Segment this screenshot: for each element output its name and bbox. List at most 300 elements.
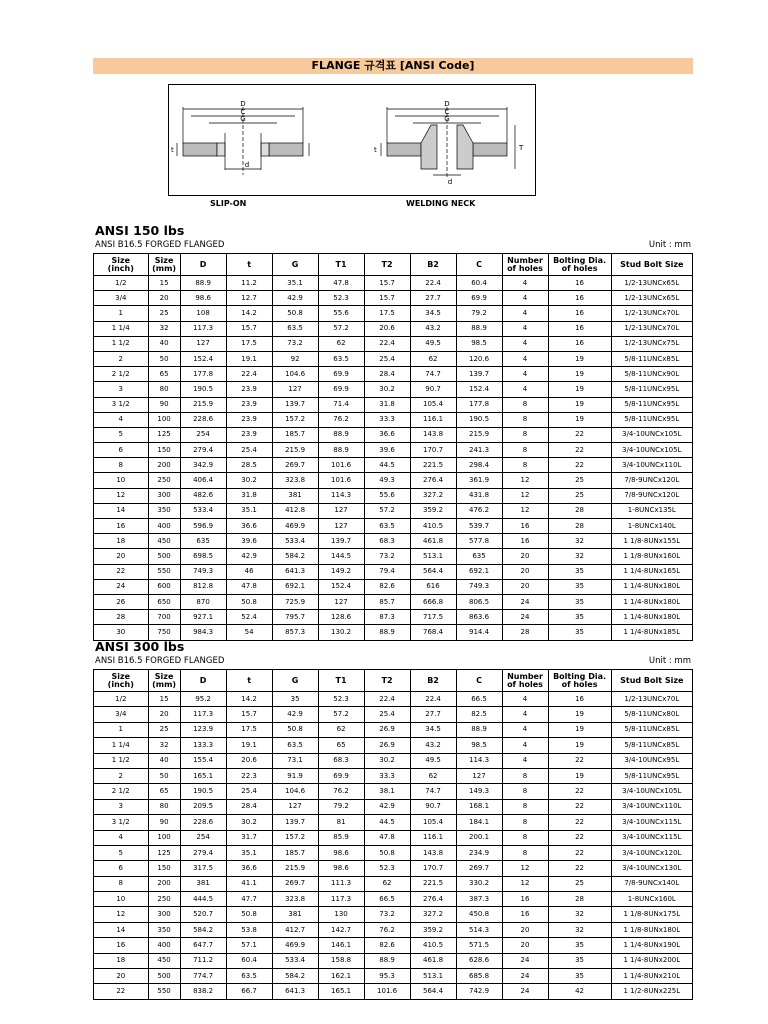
table-cell: 500 (148, 969, 180, 984)
table-cell: 65 (318, 738, 364, 753)
table-cell: 50 (148, 351, 180, 366)
table-cell: 22 (548, 799, 611, 814)
table-cell: 12.7 (226, 291, 272, 306)
table-cell: 24 (502, 610, 548, 625)
table-cell: 12 (502, 503, 548, 518)
table-cell: 139.7 (272, 815, 318, 830)
table-cell: 400 (148, 519, 180, 534)
table-cell: 150 (148, 443, 180, 458)
column-header: Stud Bolt Size (611, 254, 692, 276)
table-cell: 42.9 (272, 291, 318, 306)
table-cell: 1 1/8-8UNx160L (611, 549, 692, 564)
table-cell: 276.4 (410, 473, 456, 488)
table-cell: 4 (502, 306, 548, 321)
table-cell: 381 (272, 907, 318, 922)
slip-on-dim-bore: d (244, 161, 250, 169)
table-cell: 19 (548, 768, 611, 783)
table-cell: 28 (548, 519, 611, 534)
table-cell: 74.7 (410, 367, 456, 382)
table-cell: 200.1 (456, 830, 502, 845)
column-header: G (272, 254, 318, 276)
table-cell: 8 (502, 397, 548, 412)
table-cell: 101.6 (318, 458, 364, 473)
table-cell: 927.1 (180, 610, 226, 625)
table-cell: 2 1/2 (94, 367, 149, 382)
table-cell: 73.1 (272, 753, 318, 768)
table-cell: 32 (548, 922, 611, 937)
table-cell: 254 (180, 427, 226, 442)
table-cell: 12 (502, 876, 548, 891)
table-cell: 133.3 (180, 738, 226, 753)
table-cell: 18 (94, 534, 149, 549)
table-cell: 40 (148, 336, 180, 351)
table-cell: 16 (502, 534, 548, 549)
table-cell: 25 (548, 876, 611, 891)
table-cell: 16 (94, 519, 149, 534)
table-cell: 157.2 (272, 412, 318, 427)
table-cell: 36.6 (364, 427, 410, 442)
table-cell: 482.6 (180, 488, 226, 503)
table-cell: 162.1 (318, 969, 364, 984)
table-cell: 1 1/2-8UNx225L (611, 984, 692, 999)
table-cell: 123.9 (180, 722, 226, 737)
table-row (94, 549, 693, 564)
table-row (94, 443, 693, 458)
table-cell: 1 1/8-8UNx180L (611, 922, 692, 937)
table-cell: 98.6 (180, 291, 226, 306)
table-cell: 185.7 (272, 845, 318, 860)
table-cell: 54 (226, 625, 272, 640)
table-cell: 60.4 (226, 953, 272, 968)
table-row (94, 306, 693, 321)
table-cell: 33.3 (364, 412, 410, 427)
table-cell: 90.7 (410, 382, 456, 397)
slip-on-dim-t: t (171, 146, 174, 154)
table-cell: 100 (148, 412, 180, 427)
table-cell: 577.8 (456, 534, 502, 549)
table-cell: 3/4 (94, 291, 149, 306)
table-cell: 584.2 (272, 969, 318, 984)
table-cell: 152.4 (180, 351, 226, 366)
table-cell: 717.5 (410, 610, 456, 625)
table-cell: 8 (502, 412, 548, 427)
table-cell: 3 1/2 (94, 397, 149, 412)
table-cell: 33.3 (364, 768, 410, 783)
table-cell: 35 (548, 579, 611, 594)
table-cell: 47.8 (364, 830, 410, 845)
table-cell: 1 (94, 722, 149, 737)
table-cell: 55.6 (364, 488, 410, 503)
table-cell: 104.6 (272, 784, 318, 799)
table-cell: 24 (502, 594, 548, 609)
table-cell: 20 (502, 922, 548, 937)
table-cell: 279.4 (180, 443, 226, 458)
table-row (94, 534, 693, 549)
table-cell: 19.1 (226, 351, 272, 366)
table-cell: 4 (502, 707, 548, 722)
column-header: B2 (410, 254, 456, 276)
table-cell: 342.9 (180, 458, 226, 473)
column-header: G (272, 670, 318, 692)
table-cell: 35.1 (226, 845, 272, 860)
table-cell: 596.9 (180, 519, 226, 534)
table-cell: 628.6 (456, 953, 502, 968)
table-cell: 80 (148, 799, 180, 814)
table-cell: 8 (94, 458, 149, 473)
table-cell: 635 (456, 549, 502, 564)
table-cell: 88.9 (318, 443, 364, 458)
table-cell: 1 1/4-8UNx180L (611, 579, 692, 594)
table-cell: 774.7 (180, 969, 226, 984)
table-cell: 4 (502, 722, 548, 737)
table-cell: 35 (548, 953, 611, 968)
table-cell: 863.6 (456, 610, 502, 625)
table-cell: 3/4-10UNCx105L (611, 427, 692, 442)
table-cell: 98.6 (318, 861, 364, 876)
table-cell: 857.3 (272, 625, 318, 640)
table-cell: 533.4 (272, 953, 318, 968)
table-cell: 168.1 (456, 799, 502, 814)
table-cell: 5/8-11UNCx85L (611, 738, 692, 753)
column-header: Size (inch) (94, 670, 149, 692)
table-cell: 8 (94, 876, 149, 891)
table-cell: 4 (502, 276, 548, 291)
table-cell: 1 1/4-8UNx200L (611, 953, 692, 968)
table-row (94, 351, 693, 366)
table-cell: 65 (148, 367, 180, 382)
table-cell: 700 (148, 610, 180, 625)
table-cell: 12 (502, 473, 548, 488)
table-cell: 12 (94, 907, 149, 922)
table-cell: 749.3 (456, 579, 502, 594)
table-cell: 49.5 (410, 336, 456, 351)
table-cell: 250 (148, 892, 180, 907)
table-cell: 184.1 (456, 815, 502, 830)
table-cell: 57.2 (364, 503, 410, 518)
table-cell: 35 (548, 625, 611, 640)
table-cell: 62 (410, 351, 456, 366)
table-cell: 3/4-10UNCx105L (611, 443, 692, 458)
table-cell: 461.8 (410, 534, 456, 549)
table-cell: 80 (148, 382, 180, 397)
table-row (94, 830, 693, 845)
table-cell: 359.2 (410, 922, 456, 937)
table-cell: 870 (180, 594, 226, 609)
table-cell: 209.5 (180, 799, 226, 814)
table-cell: 12 (502, 488, 548, 503)
table-cell: 5 (94, 845, 149, 860)
table-cell: 127 (180, 336, 226, 351)
table-cell: 327.2 (410, 907, 456, 922)
table-cell: 143.8 (410, 845, 456, 860)
table-cell: 52.4 (226, 610, 272, 625)
table-cell: 46 (226, 564, 272, 579)
table-cell: 82.5 (456, 707, 502, 722)
table-row (94, 953, 693, 968)
column-header: Size (inch) (94, 254, 149, 276)
table-cell: 90 (148, 397, 180, 412)
table-row (94, 892, 693, 907)
table-cell: 2 (94, 768, 149, 783)
table-cell: 20 (94, 969, 149, 984)
table-cell: 406.4 (180, 473, 226, 488)
table-cell: 14 (94, 503, 149, 518)
table-cell: 19 (548, 707, 611, 722)
ansi150-unit: Unit : mm (648, 240, 691, 250)
table-cell: 68.3 (318, 753, 364, 768)
table-cell: 444.5 (180, 892, 226, 907)
table-cell: 17.5 (226, 336, 272, 351)
table-cell: 22 (548, 443, 611, 458)
ansi150-body (94, 276, 693, 641)
table-cell: 5/8-11UNCx85L (611, 351, 692, 366)
table-cell: 185.7 (272, 427, 318, 442)
table-cell: 19 (548, 382, 611, 397)
table-cell: 228.6 (180, 815, 226, 830)
table-cell: 150 (148, 861, 180, 876)
table-cell: 513.1 (410, 969, 456, 984)
table-row (94, 692, 693, 707)
table-cell: 149.3 (456, 784, 502, 799)
table-cell: 25 (148, 306, 180, 321)
table-cell: 177.8 (456, 397, 502, 412)
table-cell: 15.7 (364, 291, 410, 306)
table-cell: 698.5 (180, 549, 226, 564)
table-row (94, 984, 693, 999)
table-cell: 30 (94, 625, 149, 640)
table-cell: 39.6 (364, 443, 410, 458)
ansi300-body (94, 692, 693, 1000)
table-cell: 461.8 (410, 953, 456, 968)
table-cell: 34.5 (410, 722, 456, 737)
table-cell: 330.2 (456, 876, 502, 891)
table-cell: 158.8 (318, 953, 364, 968)
table-cell: 155.4 (180, 753, 226, 768)
table-cell: 221.5 (410, 876, 456, 891)
table-cell: 66.5 (364, 892, 410, 907)
table-cell: 16 (502, 892, 548, 907)
table-row (94, 876, 693, 891)
ansi300-unit: Unit : mm (648, 656, 691, 666)
table-cell: 1/2-13UNCx75L (611, 336, 692, 351)
table-cell: 130 (318, 907, 364, 922)
table-cell: 32 (548, 534, 611, 549)
table-cell: 3/4-10UNCx110L (611, 799, 692, 814)
table-cell: 10 (94, 892, 149, 907)
table-cell: 42.9 (364, 799, 410, 814)
table-cell: 127 (456, 768, 502, 783)
table-cell: 11.2 (226, 276, 272, 291)
table-row (94, 594, 693, 609)
ansi150-header-row (94, 254, 693, 276)
table-cell: 327.2 (410, 488, 456, 503)
table-cell: 19 (548, 351, 611, 366)
table-cell: 725.9 (272, 594, 318, 609)
table-cell: 23.9 (226, 397, 272, 412)
table-cell: 8 (502, 427, 548, 442)
table-cell: 69.9 (456, 291, 502, 306)
table-cell: 564.4 (410, 564, 456, 579)
table-cell: 22 (548, 845, 611, 860)
ansi300-header-row (94, 670, 693, 692)
table-cell: 8 (502, 768, 548, 783)
table-cell: 22.4 (226, 367, 272, 382)
table-cell: 1/2-13UNCx65L (611, 276, 692, 291)
table-cell: 88.9 (456, 722, 502, 737)
table-cell: 20 (502, 579, 548, 594)
table-cell: 22 (548, 815, 611, 830)
slip-on-dim-g: G (240, 115, 246, 123)
table-cell: 3 1/2 (94, 815, 149, 830)
table-cell: 600 (148, 579, 180, 594)
table-row (94, 564, 693, 579)
slip-on-dim-d-outer: D (240, 100, 246, 108)
table-cell: 26.9 (364, 738, 410, 753)
table-cell: 125 (148, 427, 180, 442)
table-cell: 400 (148, 938, 180, 953)
table-cell: 44.5 (364, 815, 410, 830)
table-cell: 125 (148, 845, 180, 860)
table-cell: 76.2 (364, 922, 410, 937)
table-cell: 25 (548, 473, 611, 488)
table-cell: 104.6 (272, 367, 318, 382)
table-cell: 43.2 (410, 321, 456, 336)
table-cell: 28 (502, 625, 548, 640)
table-cell: 50.8 (272, 306, 318, 321)
table-cell: 269.7 (456, 861, 502, 876)
table-cell: 584.2 (272, 549, 318, 564)
table-cell: 85.7 (364, 594, 410, 609)
table-cell: 28 (548, 503, 611, 518)
table-cell: 533.4 (272, 534, 318, 549)
table-cell: 19 (548, 397, 611, 412)
column-header: Bolting Dia. of holes (548, 254, 611, 276)
table-cell: 1 1/4-8UNx210L (611, 969, 692, 984)
table-cell: 57.1 (226, 938, 272, 953)
table-cell: 127 (318, 519, 364, 534)
table-cell: 2 1/2 (94, 784, 149, 799)
table-cell: 87.3 (364, 610, 410, 625)
table-cell: 28 (94, 610, 149, 625)
table-row (94, 815, 693, 830)
table-cell: 500 (148, 549, 180, 564)
table-cell: 584.2 (180, 922, 226, 937)
table-cell: 50 (148, 768, 180, 783)
table-cell: 616 (410, 579, 456, 594)
column-header: Size (mm) (148, 670, 180, 692)
table-row (94, 784, 693, 799)
table-cell: 85.9 (318, 830, 364, 845)
table-row (94, 291, 693, 306)
table-cell: 450 (148, 953, 180, 968)
table-cell: 1-8UNCx140L (611, 519, 692, 534)
table-cell: 120.6 (456, 351, 502, 366)
table-row (94, 799, 693, 814)
table-cell: 533.4 (180, 503, 226, 518)
table-cell: 165.1 (318, 984, 364, 999)
table-cell: 190.5 (180, 784, 226, 799)
table-row (94, 753, 693, 768)
column-header: T1 (318, 670, 364, 692)
table-cell: 25.4 (226, 443, 272, 458)
table-cell: 117.3 (318, 892, 364, 907)
column-header: D (180, 670, 226, 692)
table-cell: 127 (318, 594, 364, 609)
table-cell: 22.4 (364, 336, 410, 351)
table-cell: 20 (502, 938, 548, 953)
table-cell: 469.9 (272, 938, 318, 953)
table-cell: 3/4-10UNCx110L (611, 458, 692, 473)
table-cell: 359.2 (410, 503, 456, 518)
table-cell: 22 (548, 830, 611, 845)
table-cell: 95.2 (180, 692, 226, 707)
table-cell: 34.5 (410, 306, 456, 321)
column-header: Bolting Dia. of holes (548, 670, 611, 692)
table-row (94, 625, 693, 640)
table-cell: 35 (548, 594, 611, 609)
table-row (94, 768, 693, 783)
table-cell: 666.8 (410, 594, 456, 609)
table-cell: 47.8 (226, 579, 272, 594)
table-cell: 23.9 (226, 382, 272, 397)
table-cell: 1 1/4-8UNx165L (611, 564, 692, 579)
table-row (94, 969, 693, 984)
table-cell: 215.9 (180, 397, 226, 412)
table-cell: 19 (548, 738, 611, 753)
table-cell: 1 1/2 (94, 336, 149, 351)
table-cell: 16 (548, 306, 611, 321)
table-cell: 63.5 (272, 321, 318, 336)
table-cell: 130.2 (318, 625, 364, 640)
table-cell: 47.8 (318, 276, 364, 291)
table-cell: 35 (548, 610, 611, 625)
table-cell: 7/8-9UNCx120L (611, 473, 692, 488)
table-cell: 31.8 (364, 397, 410, 412)
table-cell: 317.5 (180, 861, 226, 876)
table-cell: 323.8 (272, 892, 318, 907)
table-cell: 32 (548, 907, 611, 922)
table-cell: 63.5 (364, 519, 410, 534)
table-cell: 170.7 (410, 443, 456, 458)
table-cell: 55.6 (318, 306, 364, 321)
table-cell: 20.6 (226, 753, 272, 768)
table-cell: 98.6 (318, 845, 364, 860)
column-header: C (456, 670, 502, 692)
table-cell: 16 (548, 336, 611, 351)
wn-dim-hub-t: T (519, 144, 524, 152)
table-cell: 30.2 (226, 815, 272, 830)
table-cell: 635 (180, 534, 226, 549)
table-row (94, 503, 693, 518)
table-cell: 25 (148, 722, 180, 737)
column-header: t (226, 670, 272, 692)
table-cell: 4 (502, 753, 548, 768)
table-row (94, 907, 693, 922)
table-cell: 105.4 (410, 815, 456, 830)
table-cell: 3 (94, 382, 149, 397)
table-cell: 410.5 (410, 938, 456, 953)
table-cell: 35.1 (272, 276, 318, 291)
table-cell: 25.4 (226, 784, 272, 799)
table-cell: 27.7 (410, 707, 456, 722)
table-cell: 100 (148, 830, 180, 845)
table-cell: 98.5 (456, 336, 502, 351)
table-cell: 25.4 (364, 707, 410, 722)
table-cell: 41.1 (226, 876, 272, 891)
table-cell: 1 1/2 (94, 753, 149, 768)
table-cell: 22.3 (226, 768, 272, 783)
table-cell: 44.5 (364, 458, 410, 473)
